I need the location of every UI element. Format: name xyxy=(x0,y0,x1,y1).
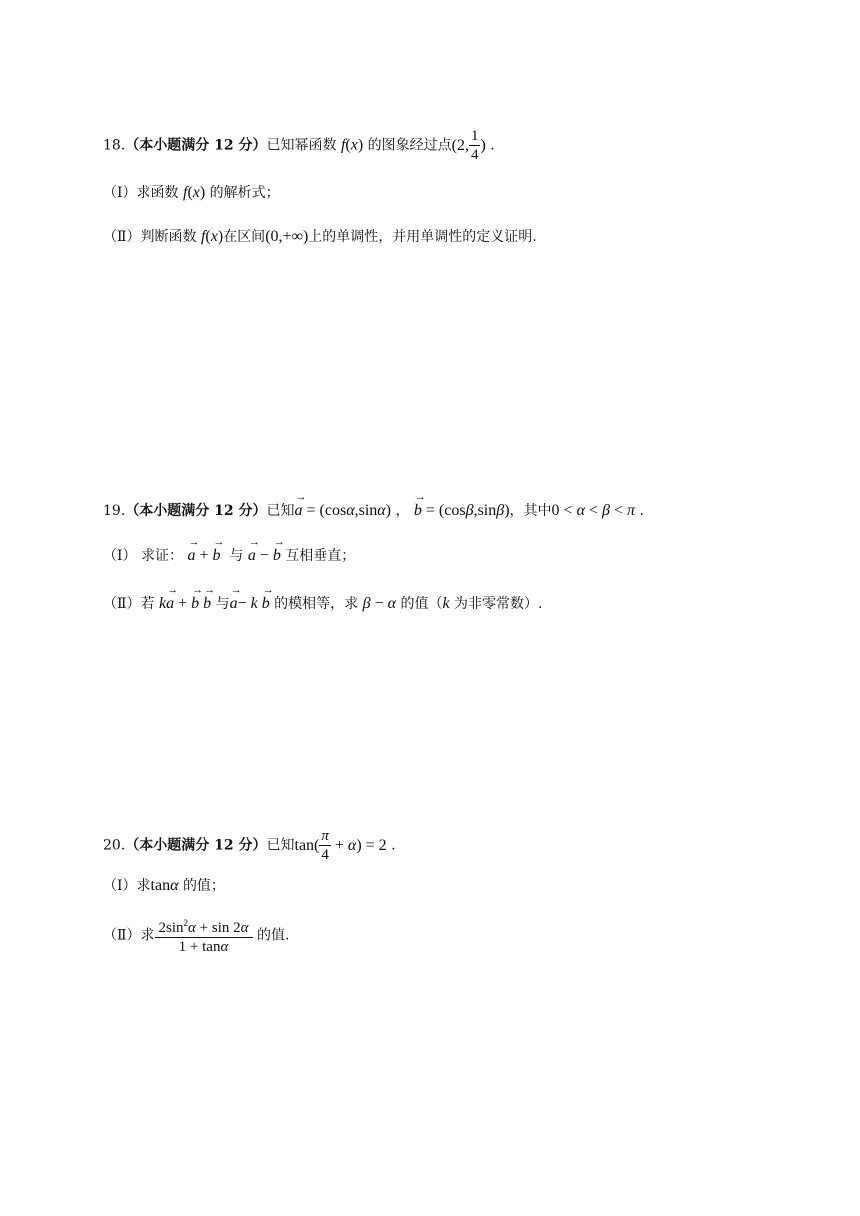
q20-part2-label: （Ⅱ） xyxy=(103,927,141,944)
q20-part2-fraction: $\frac{2\sin^2\alpha + \sin 2\alpha}{1 + \tan\alpha}$ xyxy=(155,915,253,956)
q18-number: 18. xyxy=(103,137,126,154)
q18-score-tag: （本小题满分 12 分） xyxy=(125,137,267,154)
q20-part2-text: 求 xyxy=(140,927,155,944)
q18-part1 xyxy=(103,182,280,202)
q18-part1-end: 的解析式； xyxy=(209,185,280,201)
q19-part1-text: 求证： xyxy=(140,548,183,564)
q18-part2-formula: f(x) xyxy=(200,228,224,245)
q18-part2-label: （Ⅱ） xyxy=(103,229,141,245)
q18-formula-fx: f(x) xyxy=(340,136,364,154)
q19-stem: 19.（本小题满分 12 分）已知→ a = (cosα,sinα) ， → b = (cosβ,sinβ)，其中0 < α < β < π . xyxy=(103,500,644,520)
q18-part2 xyxy=(103,226,537,246)
q19-part2-text: 若 xyxy=(140,596,155,612)
q20-part1-formula: tanα xyxy=(150,877,179,894)
q19-part2-end: 为非零常数）. xyxy=(454,596,543,612)
q20-fraction: $\frac{\pi}{4}$ xyxy=(321,828,329,863)
q18-stem: 18.（本小题满分 12 分）已知幂函数 f(x) 的图象经过点(2, $\frac{1}{4}$ ) . xyxy=(103,128,495,163)
q20-part1-text: 求 xyxy=(136,878,151,894)
q19-stem-mid: ，其中 xyxy=(509,503,552,519)
q19-number: 19. xyxy=(103,503,126,519)
q19-part2-k: k xyxy=(442,595,450,612)
q20-part1-end: 的值； xyxy=(182,878,225,894)
q20-part2-end: 的值. xyxy=(256,927,290,944)
q19-condition: 0 < α < β < π xyxy=(551,502,636,519)
q19-score-tag: （本小题满分 12 分） xyxy=(125,503,267,519)
q20-part1-label: （Ⅰ） xyxy=(103,878,137,894)
q19-part1-mid: 与 xyxy=(229,548,244,564)
q19-part2-expr1: k→ a + → b → b xyxy=(159,595,211,612)
q19-part1-end: 互相垂直； xyxy=(285,548,356,564)
q19-vector-b-def: → b = (cosβ,sinβ) xyxy=(414,502,510,519)
q19-part1 xyxy=(103,545,355,565)
q19-part2-mid2: 的模相等，求 xyxy=(274,596,359,612)
q18-part1-formula: f(x) xyxy=(182,184,206,201)
q18-point: (2, $\frac{1}{4}$ ) xyxy=(451,128,486,163)
q18-fraction: $\frac{1}{4}$ xyxy=(470,128,479,163)
q20-equation: tan( $\frac{\pi}{4}$ + α) = 2 xyxy=(294,828,387,863)
q19-part2-mid3: 的值（ xyxy=(400,596,443,612)
q20-part1 xyxy=(103,875,225,895)
q20-number: 20. xyxy=(103,837,126,854)
q19-vector-a-def: → a = (cosα,sinα) xyxy=(295,502,392,519)
q19-part2-expr2: → a− k → b xyxy=(230,595,270,612)
q19-part1-label: （Ⅰ） xyxy=(103,548,137,564)
q20-score-tag: （本小题满分 12 分） xyxy=(125,837,267,854)
q19-part2-label: （Ⅱ） xyxy=(103,596,141,612)
q19-part1-sum: → a + → b xyxy=(187,547,220,564)
q19-part1-diff: → a − → b xyxy=(248,547,281,564)
q20-stem: 20.（本小题满分 12 分）已知tan( $\frac{\pi}{4}$ + α) = 2 . xyxy=(103,828,396,863)
q18-interval: (0,+∞) xyxy=(265,228,309,245)
q18-part2-mid: 在区间 xyxy=(223,229,266,245)
q18-part1-label: （Ⅰ） xyxy=(103,185,137,201)
q18-stem-mid: 的图象经过点 xyxy=(367,137,452,154)
q18-part2-end: 上的单调性，并用单调性的定义证明. xyxy=(308,229,537,245)
q19-stem-text: 已知 xyxy=(266,503,295,519)
q20-stem-text: 已知 xyxy=(266,837,295,854)
q19-part2-mid: 与 xyxy=(215,596,230,612)
q20-part2 xyxy=(103,915,289,956)
q18-part2-text: 判断函数 xyxy=(140,229,197,245)
q19-part2 xyxy=(103,593,542,613)
q18-part1-text: 求函数 xyxy=(136,185,179,201)
q19-part2-expr3: β − α xyxy=(362,595,397,612)
q18-stem-text: 已知幂函数 xyxy=(266,137,337,154)
